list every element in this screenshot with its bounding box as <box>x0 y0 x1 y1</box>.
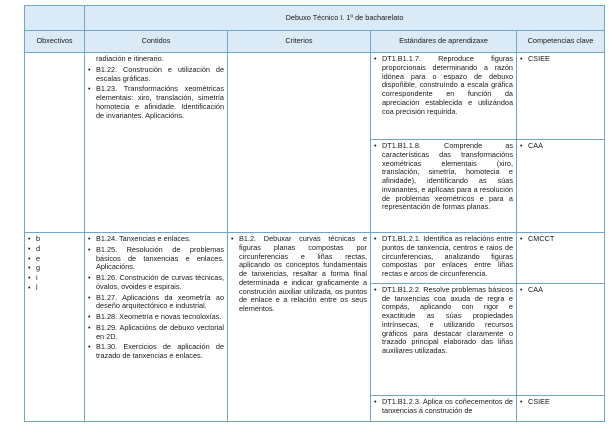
list-item: • B1.22. Construción e utilización de escalas gráficas. <box>88 66 224 84</box>
contents-cell <box>85 53 228 233</box>
standards-cell <box>371 140 517 233</box>
list-item: • B1.26. Construción de curvas técnicas, óvalos, ovoides e espirais. <box>88 274 224 292</box>
header-objectives: Obxectivos <box>25 31 85 53</box>
header-row <box>25 31 605 53</box>
table-title: Debuxo Técnico I. 1º de bacharelato <box>85 6 605 31</box>
standards-cell <box>371 233 517 284</box>
criteria-cell <box>228 53 371 233</box>
title-row <box>25 6 605 31</box>
curriculum-table <box>24 5 605 422</box>
list-item: • B1.27. Aplicacións da xeometría ao deseño arquitectónico e industrial. <box>88 294 224 312</box>
competences-cell <box>517 233 605 284</box>
list-item: • B1.23. Transformacións xeométricas elementais: xiro, translación, simetría homotecia e afinidade. Identificación de invariantes. Aplicacións. <box>88 85 224 120</box>
contents-continuation: radiación e itinerario. <box>96 54 164 63</box>
competences-cell <box>517 395 605 421</box>
objectives-cell <box>25 53 85 233</box>
table-row <box>25 53 605 140</box>
list-item: • DT1.B1.1.8. Comprende as características das transformacións xeométricas elementais (xiro, translación, simetría, homotecia e afinidade), identificando as súas invariantes, e aplícaas para a resolución de problemas xeométricos e para a representación de formas planas. <box>374 142 513 212</box>
list-item: • B1.2. Debuxar curvas técnicas e figuras planas compostas por circunferencias e liñas rectas, aplicando os conceptos fundamentais de tanxencias, resaltar a forma final determinada e indicar graficamente a construción auxiliar utilizada, os puntos de enlace e a relación entre os seus elementos. <box>231 235 367 314</box>
list-item: • DT1.B1.2.3. Aplica os coñecementos de tanxencias á construción de <box>374 398 513 416</box>
list-item: • i <box>28 274 81 283</box>
objectives-cell <box>25 233 85 422</box>
list-item: • CSIEE <box>520 55 601 64</box>
list-item: • CAA <box>520 286 601 295</box>
list-item: • g <box>28 264 81 273</box>
list-item: • DT1.B1.2.2. Resolve problemas básicos de tanxencias coa axuda de regra e compás, aplicando con rigor e exactitude as súas propiedades intrínsecas, e utilizando recursos gráficos para destacar claramente o trazado principal elaborado das liñas auxiliares utilizadas. <box>374 286 513 356</box>
standards-cell <box>371 283 517 395</box>
standards-cell <box>371 395 517 421</box>
list-item: • DT1.B1.1.7. Reproduce figuras proporcionais determinando a razón idónea para o espazo de debuxo dispoñible, construíndo a escala gráfica correspondente en función da apreciación establecida e utilizándoa coa precisión requirida. <box>374 55 513 116</box>
criteria-cell <box>228 233 371 422</box>
list-item: • CMCCT <box>520 235 601 244</box>
list-item: • CSIEE <box>520 398 601 407</box>
contents-cell <box>85 233 228 422</box>
list-item: • B1.28. Xeometría e novas tecnoloxías. <box>88 313 224 322</box>
standards-cell <box>371 53 517 140</box>
list-item: • b <box>28 235 81 244</box>
header-criteria: Criterios <box>228 31 371 53</box>
list-item: • d <box>28 245 81 254</box>
list-item: • B1.24. Tanxencias e enlaces. <box>88 235 224 244</box>
blank-corner-cell <box>25 6 85 31</box>
list-item: • B1.29. Aplicacións de debuxo vectorial en 2D. <box>88 324 224 342</box>
list-item: • l <box>28 284 81 293</box>
list-item: • e <box>28 255 81 264</box>
header-contents: Contidos <box>85 31 228 53</box>
table-row <box>25 233 605 284</box>
list-item: • B1.25. Resolución de problemas básicos de tanxencias e enlaces. Aplicacións. <box>88 246 224 272</box>
list-item: • CAA <box>520 142 601 151</box>
competences-cell <box>517 283 605 395</box>
competences-cell <box>517 140 605 233</box>
header-standards: Estándares de aprendizaxe <box>371 31 517 53</box>
list-item: • B1.30. Exercicios de aplicación de trazado de tanxencias e enlaces. <box>88 343 224 361</box>
competences-cell <box>517 53 605 140</box>
list-item: • DT1.B1.2.1. Identifica as relacións entre puntos de tanxencia, centros e raios de circunferencias, analizando figuras compostas por enlaces entre liñas rectas e arcos de circunferencia. <box>374 235 513 279</box>
header-competences: Competencias clave <box>517 31 605 53</box>
